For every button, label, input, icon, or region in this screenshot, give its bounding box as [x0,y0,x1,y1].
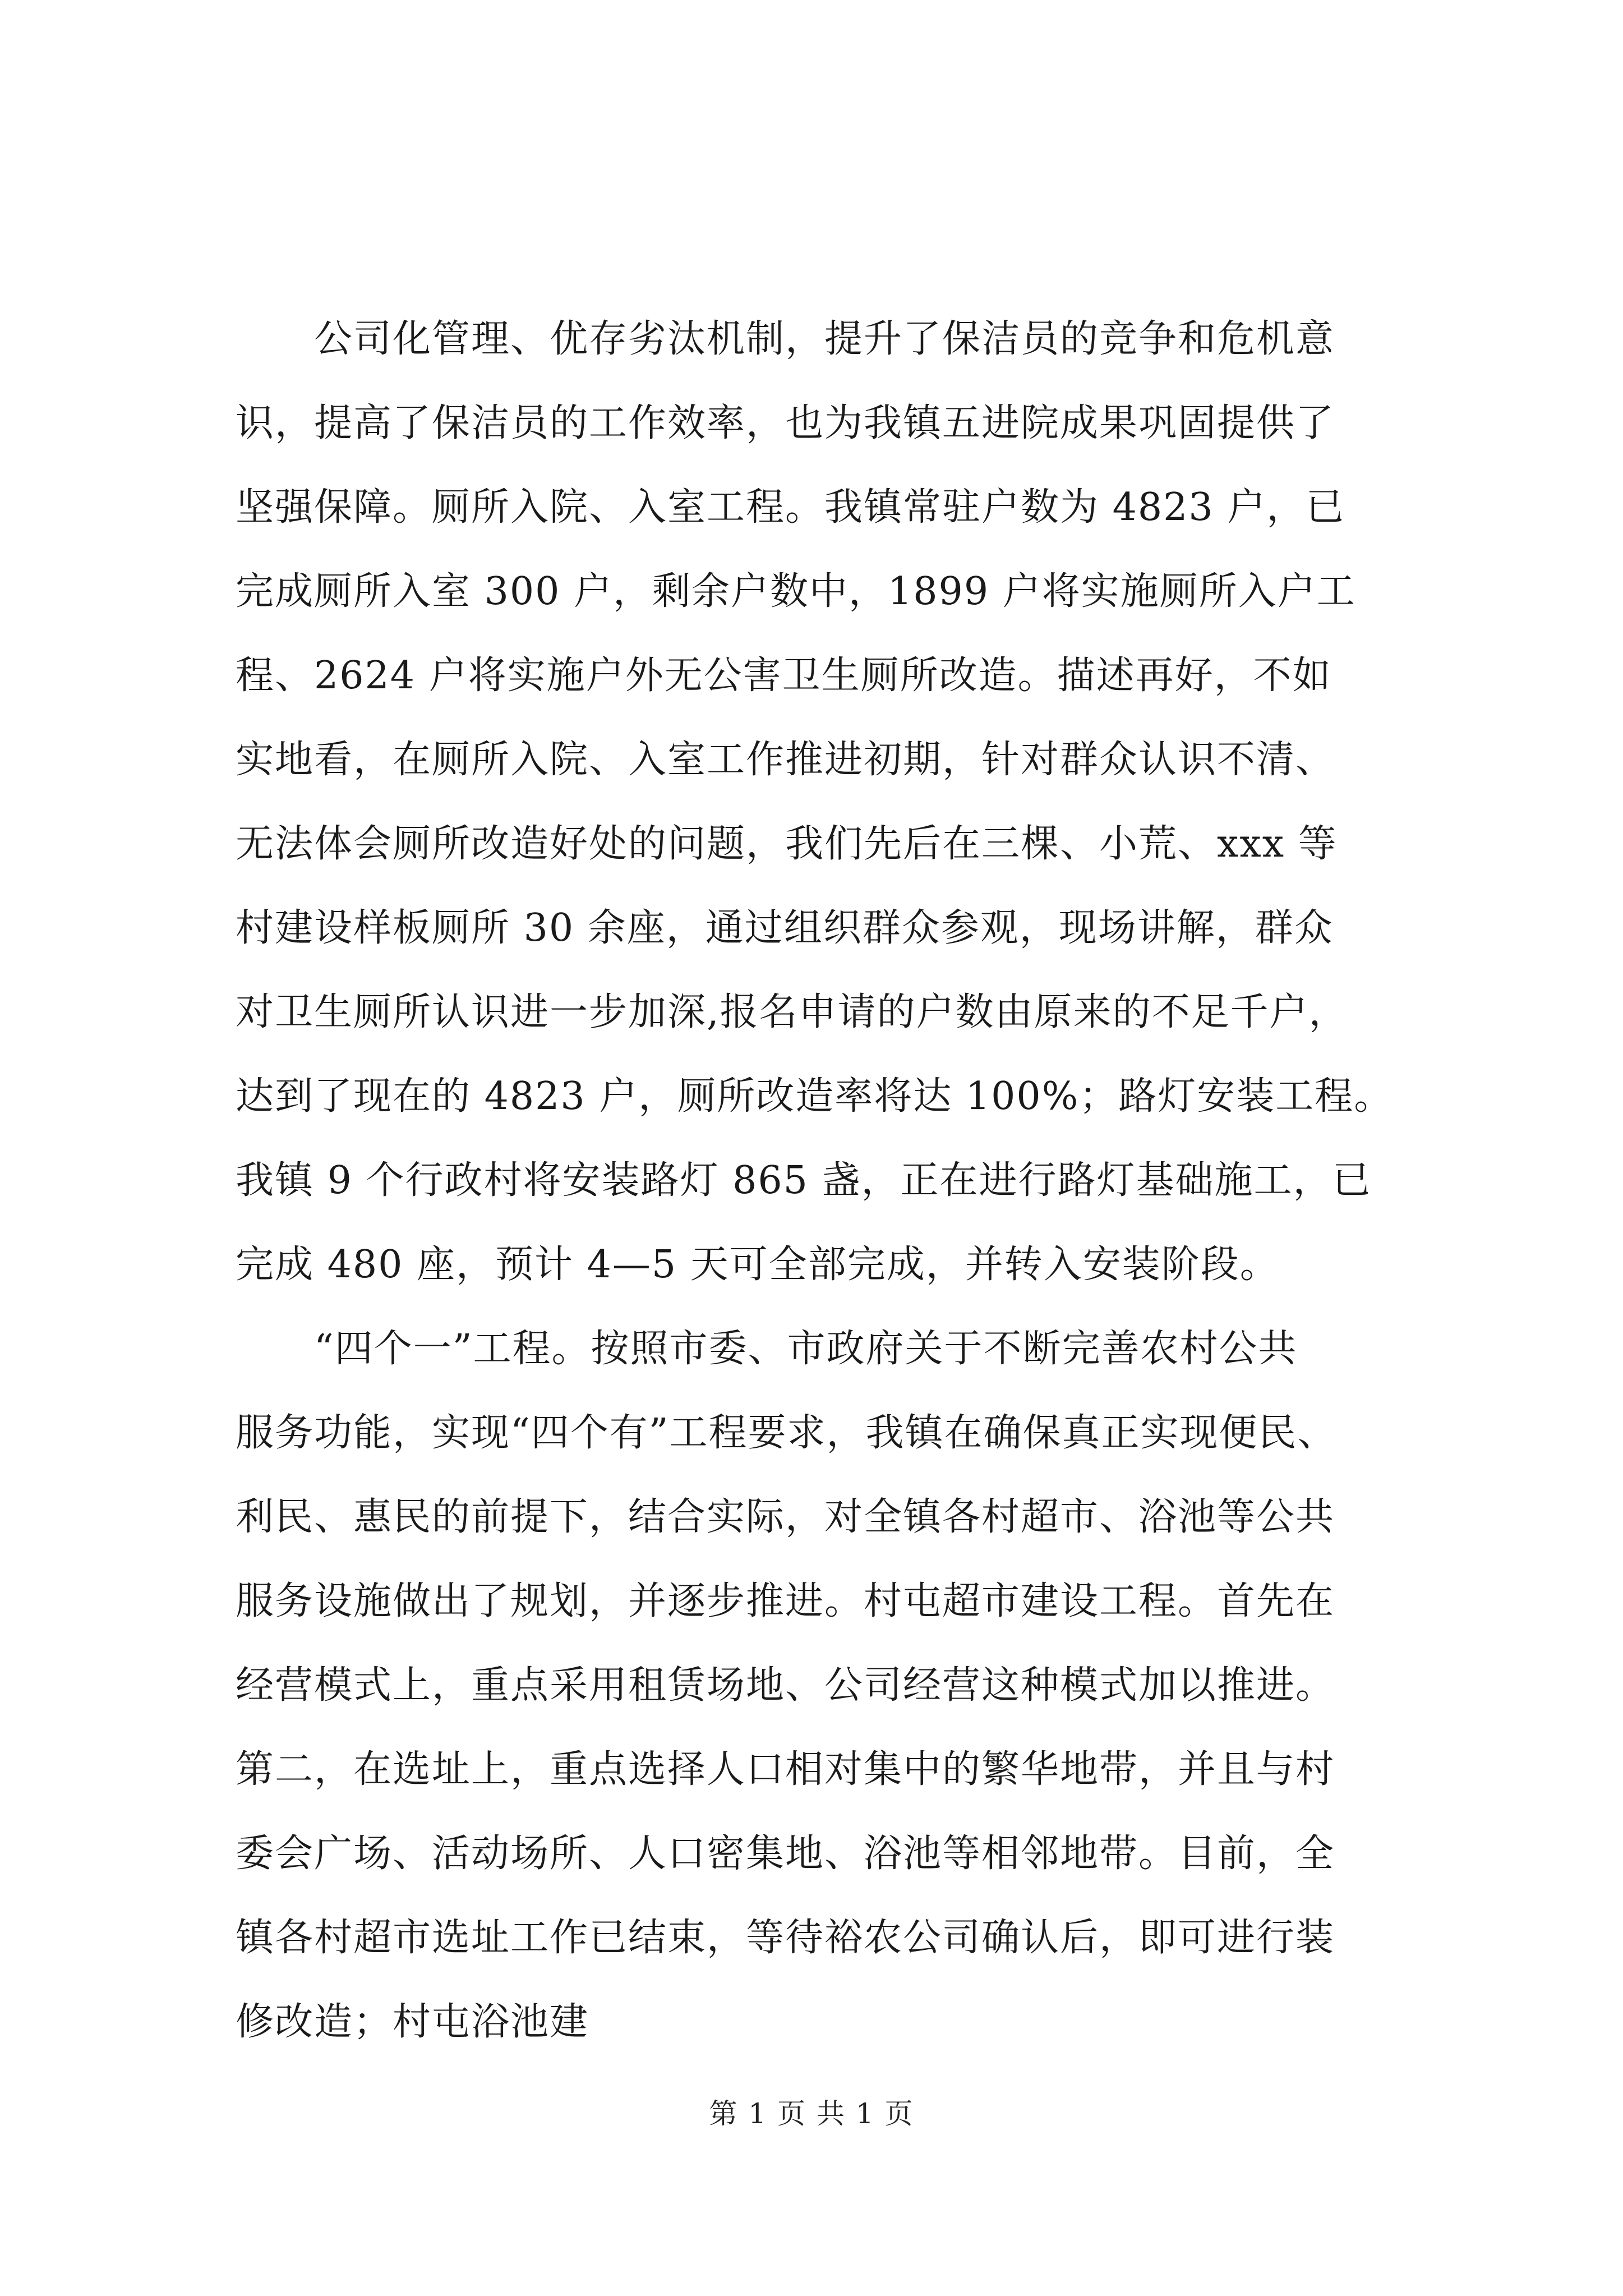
text-line: 程、2624 户将实施户外无公害卫生厕所改造。描述再好，不如 [236,654,1332,698]
document-body [236,297,1408,2064]
text-line: 无法体会厕所改造好处的问题，我们先后在三棵、小荒、xxx 等 [236,822,1338,866]
text-line: 完成 480 座，预计 4—5 天可全部完成，并转入安装阶段。 [236,1243,1279,1287]
text-line: 利民、惠民的前提下，结合实际，对全镇各村超市、浴池等公共 [236,1495,1335,1539]
text-line: 服务功能，实现“四个有”工程要求，我镇在确保真正实现便民、 [236,1411,1337,1455]
text-line: 坚强保障。厕所入院、入室工程。我镇常驻户数为 4823 户，已 [236,485,1345,530]
text-line: 镇各村超市选址工作已结束，等待裕农公司确认后，即可进行装 [236,1916,1335,1960]
text-line: 经营模式上，重点采用租赁场地、公司经营这种模式加以推进。 [236,1663,1335,1708]
text-line: “四个一”工程。按照市委、市政府关于不断完善农村公共 [314,1327,1298,1371]
text-line: 达到了现在的 4823 户，厕所改造率将达 100%；路灯安装工程。 [236,1074,1394,1119]
paragraph-2 [236,1307,1408,2064]
text-line: 我镇 9 个行政村将安装路灯 865 盏，正在进行路灯基础施工，已 [236,1158,1372,1203]
text-line: 完成厕所入室 300 户，剩余户数中，1899 户将实施厕所入户工 [236,569,1356,614]
text-line: 识，提高了保洁员的工作效率，也为我镇五进院成果巩固提供了 [236,401,1335,445]
text-line: 村建设样板厕所 30 余座，通过组织群众参观，现场讲解，群众 [236,906,1334,950]
text-line: 服务设施做出了规划，并逐步推进。村屯超市建设工程。首先在 [236,1579,1335,1623]
text-line: 公司化管理、优存劣汰机制，提升了保洁员的竞争和危机意 [314,317,1335,361]
paragraph-1 [236,297,1408,1307]
text-line: 对卫生厕所认识进一步加深,报名申请的户数由原来的不足千户， [236,990,1348,1034]
text-line: 委会广场、活动场所、人口密集地、浴池等相邻地带。目前，全 [236,1832,1335,1876]
text-line: 第二，在选址上，重点选择人口相对集中的繁华地带，并且与村 [236,1747,1335,1792]
text-line: 修改造；村屯浴池建 [236,2000,589,2044]
text-line: 实地看，在厕所入院、入室工作推进初期，针对群众认识不清、 [236,738,1335,782]
page-number-footer: 第 1 页 共 1 页 [709,2097,914,2130]
